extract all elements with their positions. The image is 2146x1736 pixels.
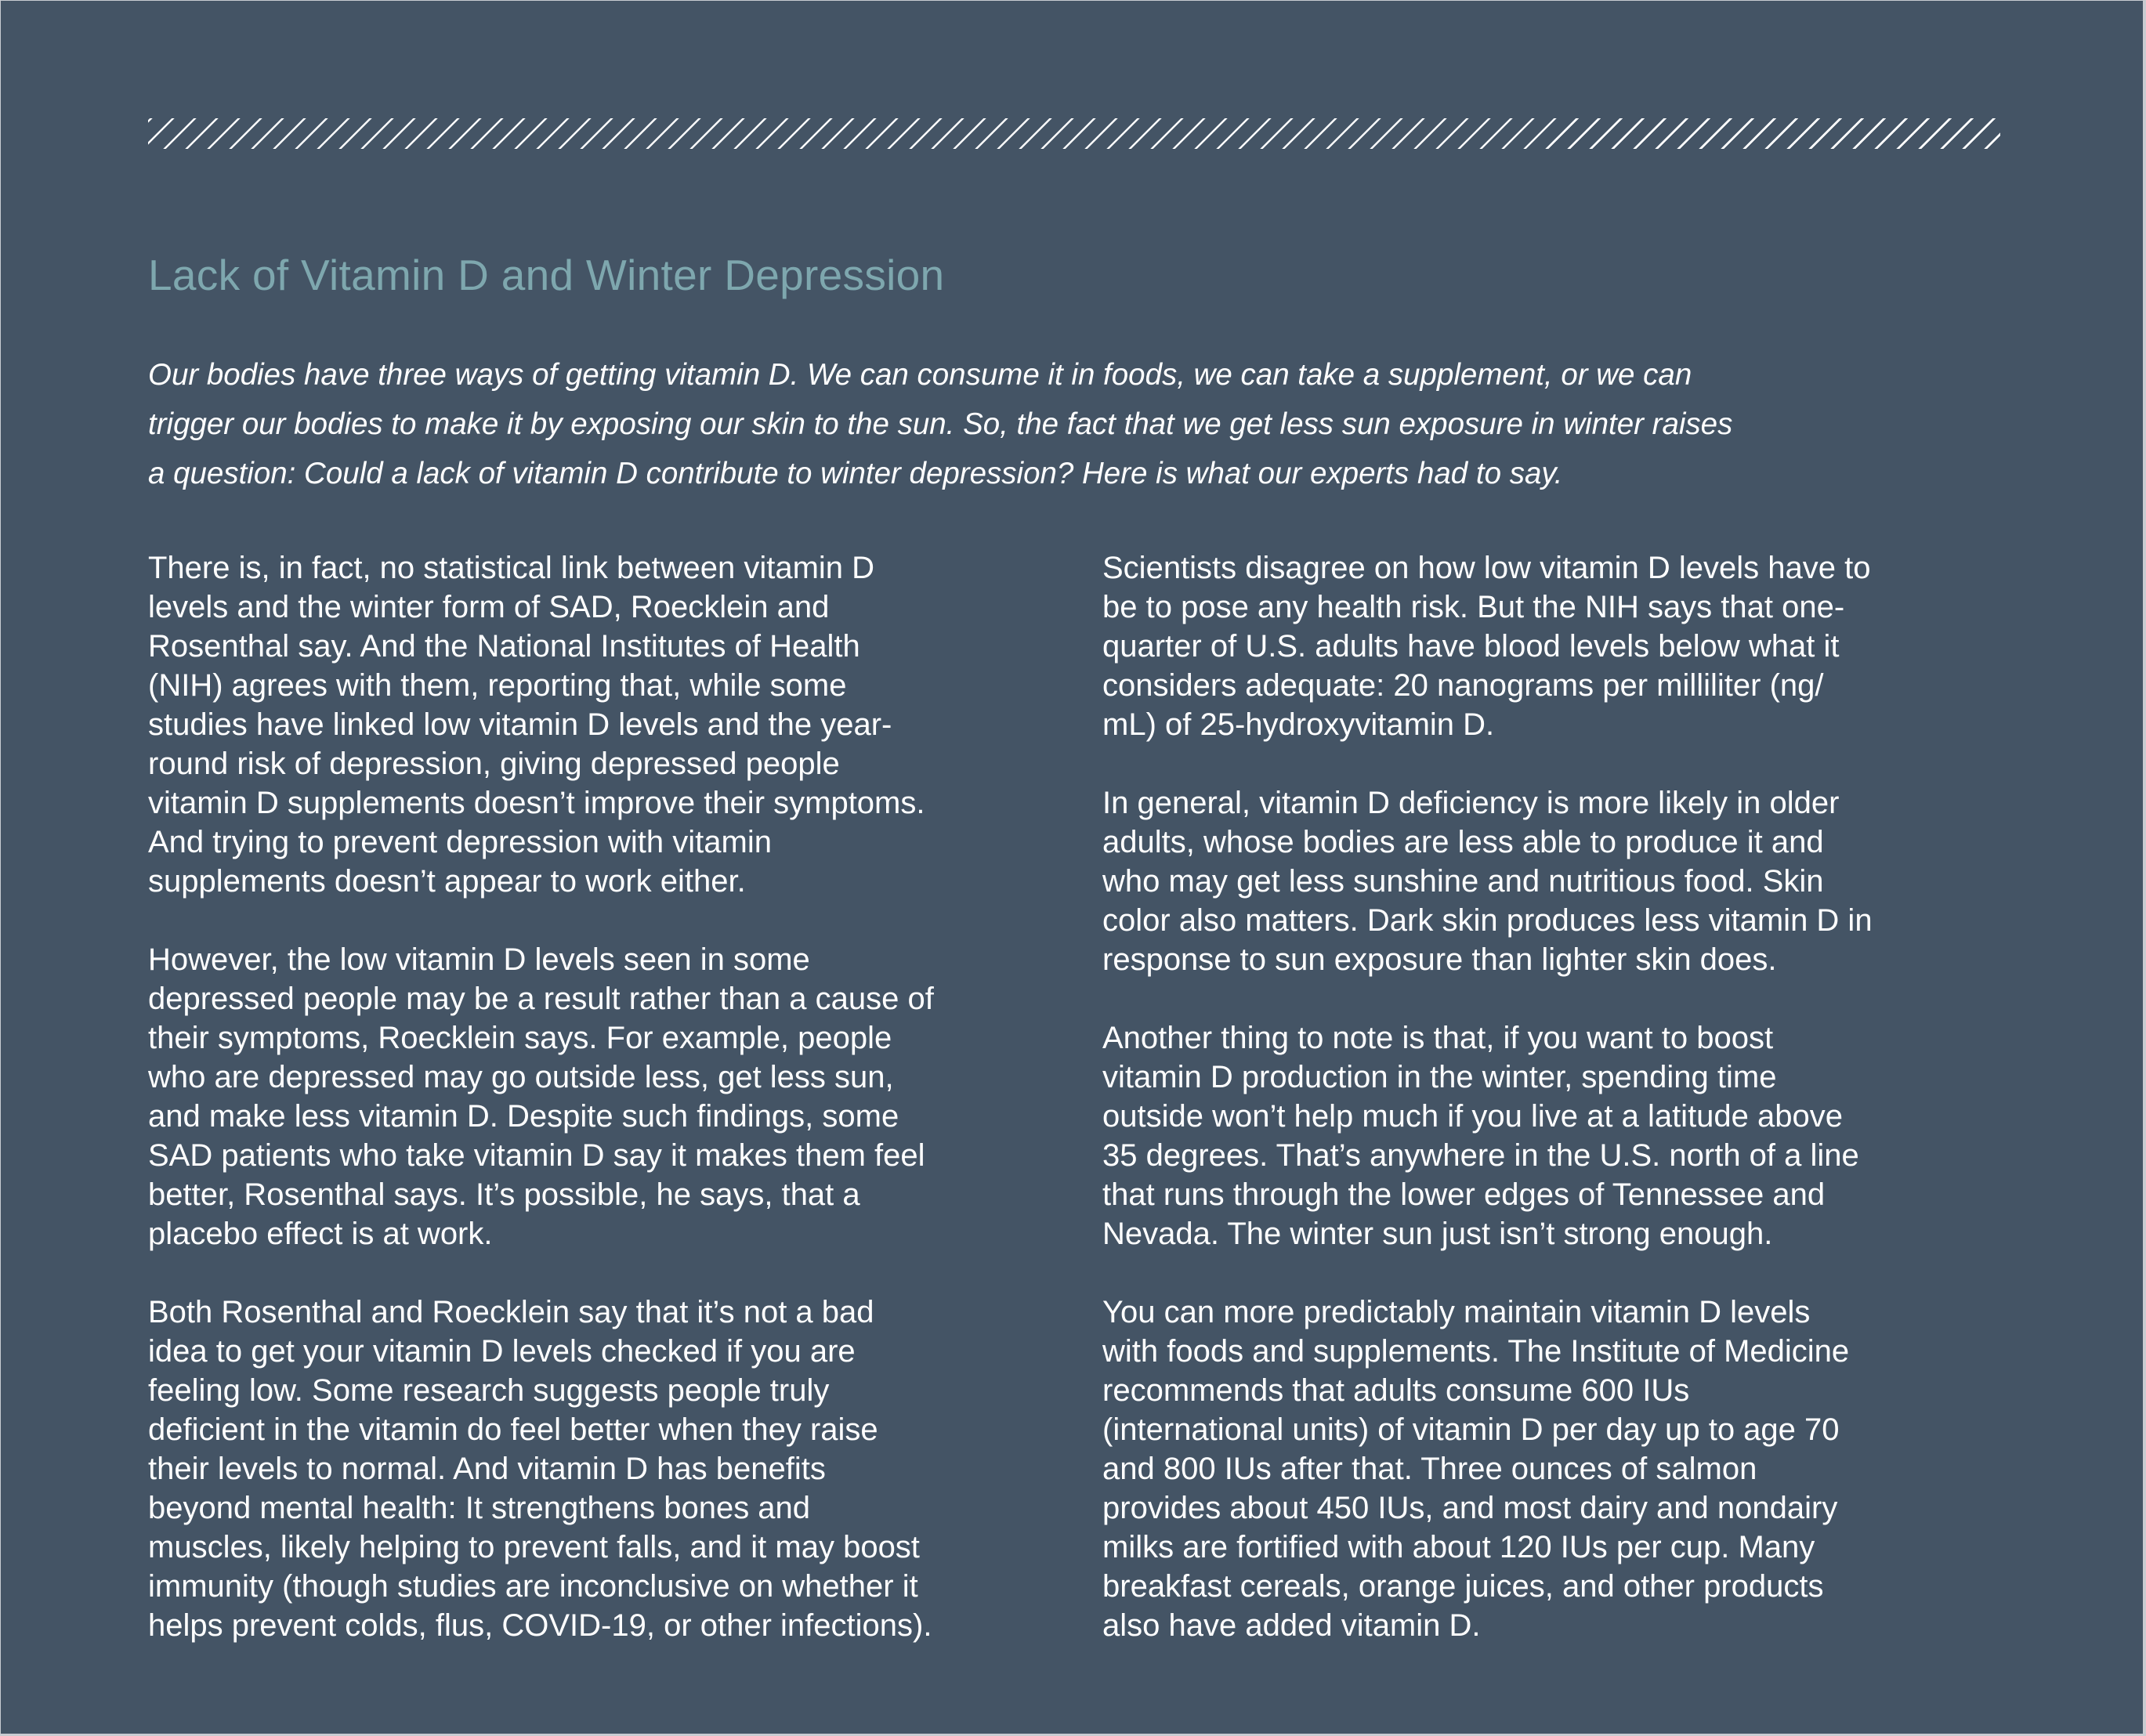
text-line: outside won’t help much if you live at a latitude above [1102, 1099, 1844, 1134]
body-paragraph [1102, 783, 2027, 979]
text-line: depressed people may be a result rather than a cause of [148, 982, 934, 1016]
text-line: supplements doesn’t appear to work either. [148, 864, 746, 899]
text-line: Both Rosenthal and Roecklein say that it’s not a bad [148, 1295, 874, 1329]
intro-line: trigger our bodies to make it by exposing our skin to the sun. So, the fact that we get less sun exposure in winter raises [148, 407, 1733, 441]
text-line: their symptoms, Roecklein says. For example, people [148, 1021, 892, 1055]
text-line: their levels to normal. And vitamin D has benefits [148, 1452, 826, 1486]
hatch-divider-icon [148, 118, 2000, 149]
text-line: considers adequate: 20 nanograms per milliliter (ng/ [1102, 668, 1824, 703]
intro-line: Our bodies have three ways of getting vitamin D. We can consume it in foods, we can take a supplement, or we can [148, 358, 1692, 392]
text-line: response to sun exposure than lighter skin does. [1102, 942, 1777, 977]
text-line: levels and the winter form of SAD, Roecklein and [148, 590, 830, 624]
text-line: And trying to prevent depression with vitamin [148, 825, 772, 859]
text-line: In general, vitamin D deficiency is more likely in older [1102, 786, 1840, 820]
text-line: who may get less sunshine and nutritious food. Skin [1102, 864, 1824, 899]
body-paragraph [1102, 548, 2027, 744]
text-line: quarter of U.S. adults have blood levels below what it [1102, 629, 1840, 664]
text-line: vitamin D supplements doesn’t improve their symptoms. [148, 786, 925, 820]
text-line: Nevada. The winter sun just isn’t strong enough. [1102, 1217, 1773, 1251]
text-line: provides about 450 IUs, and most dairy and nondairy [1102, 1491, 1838, 1525]
text-line: placebo effect is at work. [148, 1217, 493, 1251]
text-line: helps prevent colds, flus, COVID-19, or other infections). [148, 1608, 932, 1643]
text-line: feeling low. Some research suggests people truly [148, 1373, 830, 1408]
text-line: Scientists disagree on how low vitamin D levels have to [1102, 551, 1871, 585]
text-line: Another thing to note is that, if you want to boost [1102, 1021, 1774, 1055]
body-paragraph [1102, 1018, 2027, 1253]
text-line: However, the low vitamin D levels seen in some [148, 942, 810, 977]
text-line: immunity (though studies are inconclusive on whether it [148, 1569, 918, 1604]
intro-line: a question: Could a lack of vitamin D contribute to winter depression? Here is what our experts had to say. [148, 457, 1563, 490]
text-line: Rosenthal say. And the National Institutes of Health [148, 629, 860, 664]
text-line: round risk of depression, giving depressed people [148, 747, 840, 781]
right-column [1102, 548, 2027, 1684]
text-line: who are depressed may go outside less, get less sun, [148, 1060, 894, 1094]
text-line: (NIH) agrees with them, reporting that, while some [148, 668, 847, 703]
text-line: (international units) of vitamin D per day up to age 70 [1102, 1412, 1840, 1447]
text-line: You can more predictably maintain vitamin D levels [1102, 1295, 1811, 1329]
text-line: also have added vitamin D. [1102, 1608, 1481, 1643]
text-line: and 800 IUs after that. Three ounces of salmon [1102, 1452, 1757, 1486]
text-line: beyond mental health: It strengthens bones and [148, 1491, 811, 1525]
text-line: There is, in fact, no statistical link between vitamin D [148, 551, 875, 585]
body-paragraph [148, 940, 1073, 1253]
text-line: SAD patients who take vitamin D say it makes them feel [148, 1138, 925, 1173]
text-line: studies have linked low vitamin D levels and the year- [148, 707, 892, 742]
text-line: recommends that adults consume 600 IUs [1102, 1373, 1690, 1408]
text-line: be to pose any health risk. But the NIH says that one- [1102, 590, 1845, 624]
left-column [148, 548, 1073, 1684]
text-line: idea to get your vitamin D levels checked if you are [148, 1334, 856, 1369]
text-line: vitamin D production in the winter, spending time [1102, 1060, 1777, 1094]
text-line: color also matters. Dark skin produces less vitamin D in [1102, 903, 1873, 938]
text-line: that runs through the lower edges of Tennessee and [1102, 1177, 1826, 1212]
body-paragraph [1102, 1293, 2027, 1645]
intro-paragraph [148, 350, 2028, 498]
text-line: adults, whose bodies are less able to produce it and [1102, 825, 1824, 859]
text-line: breakfast cereals, orange juices, and other products [1102, 1569, 1824, 1604]
text-line: mL) of 25-hydroxyvitamin D. [1102, 707, 1495, 742]
text-line: muscles, likely helping to prevent falls, and it may boost [148, 1530, 920, 1564]
text-line: better, Rosenthal says. It’s possible, he says, that a [148, 1177, 860, 1212]
article-page [1, 1, 2143, 1734]
body-paragraph [148, 1293, 1073, 1645]
text-line: deficient in the vitamin do feel better when they raise [148, 1412, 878, 1447]
text-line: with foods and supplements. The Institute of Medicine [1102, 1334, 1850, 1369]
text-line: milks are fortified with about 120 IUs per cup. Many [1102, 1530, 1815, 1564]
text-line: 35 degrees. That’s anywhere in the U.S. north of a line [1102, 1138, 1859, 1173]
text-line: and make less vitamin D. Despite such findings, some [148, 1099, 899, 1134]
body-paragraph [148, 548, 1073, 901]
article-title: Lack of Vitamin D and Winter Depression [148, 251, 945, 299]
